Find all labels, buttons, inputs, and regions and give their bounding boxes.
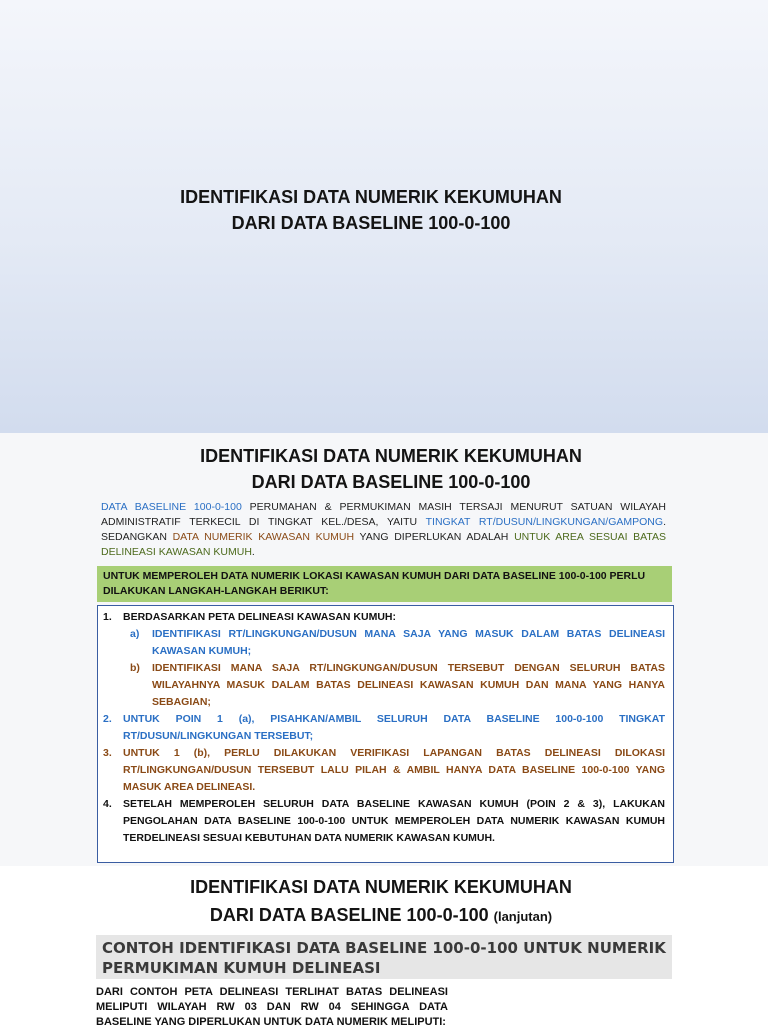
substep-letter: b) [130, 662, 140, 674]
example-slide [0, 866, 768, 1028]
step-number: 3. [103, 747, 112, 759]
slide3-title-line2-wrap [0, 901, 762, 931]
slide1-title-line2: DARI DATA BASELINE 100-0-100 [231, 213, 511, 233]
step-text: UNTUK POIN 1 (a), PISAHKAN/AMBIL SELURUH DATA BASELINE 100-0-100 TINGKAT RT/DUSUN/LINGKUNGAN TERSEBUT; [123, 713, 665, 742]
slide3-title [0, 873, 762, 931]
step-3 [103, 745, 665, 796]
slide2-title [0, 443, 768, 495]
slide3-title-line1: IDENTIFIKASI DATA NUMERIK KEKUMUHAN [190, 877, 572, 897]
slide3-title-suffix: (lanjutan) [493, 909, 553, 924]
substep-text: IDENTIFIKASI MANA SAJA RT/LINGKUNGAN/DUSUN TERSEBUT DENGAN SELURUH BATAS WILAYAHNYA MASUK DALAM BATAS DELINEASI KAWASAN KUMUH DAN MANA YANG HANYA SEBAGIAN; [152, 662, 665, 708]
step-text: SETELAH MEMPEROLEH SELURUH DATA BASELINE KAWASAN KUMUH (POIN 2 & 3), LAKUKAN PENGOLAHAN DATA BASELINE 100-0-100 UNTUK MEMPEROLEH DATA NUMERIK KAWASAN KUMUH TERDELINEASI SESUAI KEBUTUHAN DATA NUMERIK KAWASAN KUMUH. [123, 798, 665, 844]
slide2-title-line2: DARI DATA BASELINE 100-0-100 [251, 472, 531, 492]
intro-text-1: PERUMAHAN & PERMUKIMAN MASIH TERSAJI MENURUT SATUAN WILAYAH ADMINISTRATIF TERKECIL DI TINGKAT KEL./DESA, YAITU [101, 501, 666, 528]
intro-highlight-numeric: DATA NUMERIK KAWASAN KUMUH [172, 531, 355, 543]
step-number: 4. [103, 798, 112, 810]
intro-highlight-level: TINGKAT RT/DUSUN/LINGKUNGAN/GAMPONG [425, 516, 664, 528]
intro-paragraph [101, 500, 666, 560]
title-slide [0, 0, 768, 433]
example-heading-box: CONTOH IDENTIFIKASI DATA BASELINE 100-0-100 UNTUK NUMERIK PERMUKIMAN KUMUH DELINEASI [96, 935, 672, 979]
intro-text-4: . [251, 546, 255, 558]
slide3-title-line2: DARI DATA BASELINE 100-0-100 [209, 905, 489, 925]
step-1a [130, 626, 665, 660]
step-text: BERDASARKAN PETA DELINEASI KAWASAN KUMUH: [123, 611, 397, 623]
slide2-title-line1: IDENTIFIKASI DATA NUMERIK KEKUMUHAN [200, 446, 582, 466]
substep-letter: a) [130, 628, 140, 640]
slide1-title-line1: IDENTIFIKASI DATA NUMERIK KEKUMUHAN [180, 187, 562, 207]
intro-text-2: . SEDANGKAN [101, 516, 666, 543]
intro-highlight-area: UNTUK AREA SESUAI BATAS DELINEASI KAWASAN KUMUH [101, 531, 667, 558]
step-number: 2. [103, 713, 112, 725]
intro-highlight-baseline: DATA BASELINE 100-0-100 [101, 501, 242, 513]
step-1b [130, 660, 665, 711]
slide1-title [0, 184, 742, 236]
step-number: 1. [103, 611, 112, 623]
steps-list-box [97, 605, 674, 863]
example-paragraph: DARI CONTOH PETA DELINEASI TERLIHAT BATAS DELINEASI MELIPUTI WILAYAH RW 03 DAN RW 04 SEHINGGA DATA BASELINE YANG DIPERLUKAN UNTUK DATA NUMERIK MELIPUTI: [96, 986, 448, 1028]
steps-intro-box: UNTUK MEMPEROLEH DATA NUMERIK LOKASI KAWASAN KUMUH DARI DATA BASELINE 100-0-100 PERLU DILAKUKAN LANGKAH-LANGKAH BERIKUT: [97, 566, 672, 602]
step-2 [103, 711, 665, 745]
intro-text-3: YANG DIPERLUKAN ADALAH [354, 531, 515, 543]
step-text: UNTUK 1 (b), PERLU DILAKUKAN VERIFIKASI LAPANGAN BATAS DELINEASI DILOKASI RT/LINGKUNGAN/DUSUN TERSEBUT LALU PILAH & AMBIL HANYA DATA BASELINE 100-0-100 YANG MASUK AREA DELINEASI. [123, 747, 665, 793]
step-1 [103, 609, 665, 626]
steps-slide [0, 433, 768, 866]
substep-text: IDENTIFIKASI RT/LINGKUNGAN/DUSUN MANA SAJA YANG MASUK DALAM BATAS DELINEASI KAWASAN KUMUH; [152, 628, 665, 657]
step-4 [103, 796, 665, 847]
